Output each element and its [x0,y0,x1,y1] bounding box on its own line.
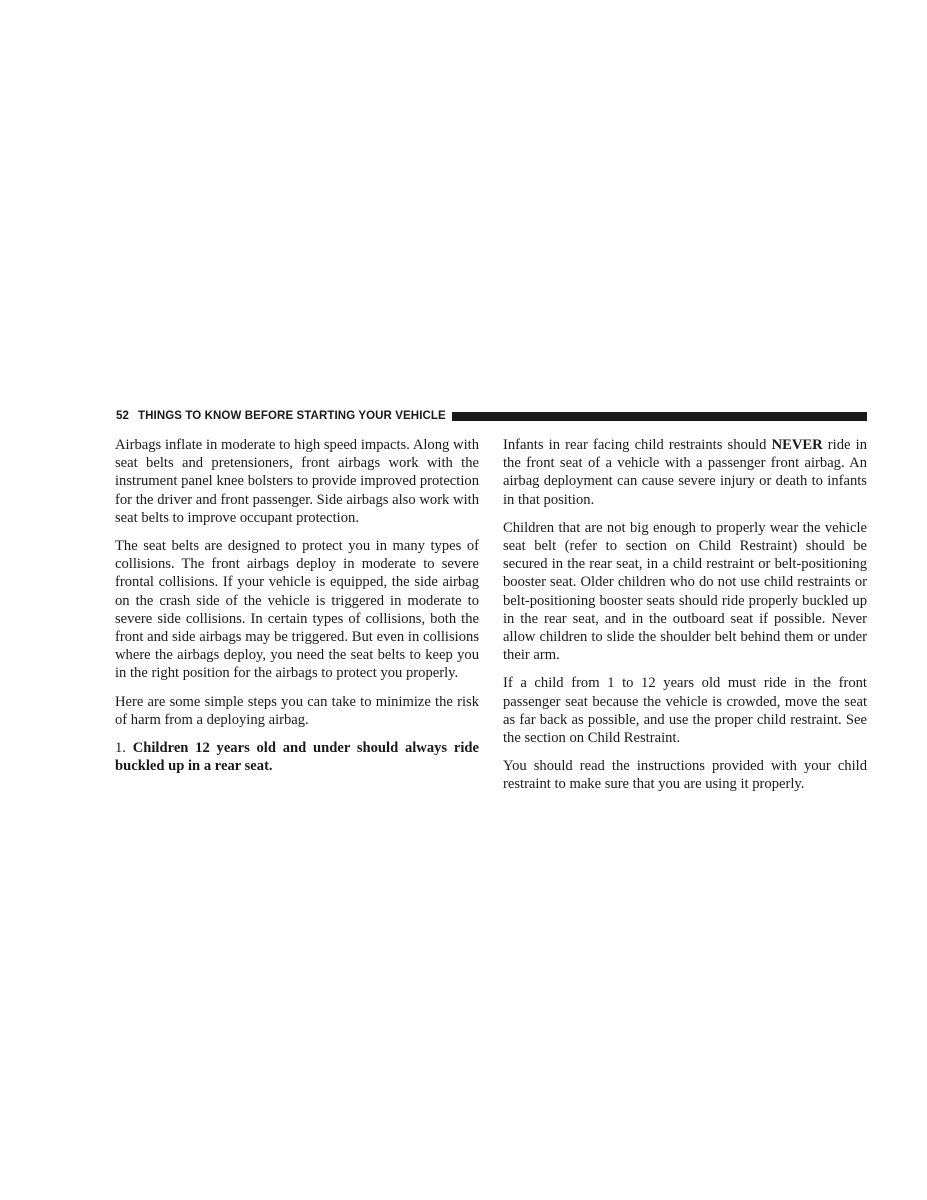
section-title: THINGS TO KNOW BEFORE STARTING YOUR VEHICLE [138,410,446,422]
paragraph-read-instructions: You should read the instructions provided with your child restraint to make sure that you are using it properly. [503,758,867,793]
infants-text-after: ride in the front seat of a vehicle with a passenger front airbag. An airbag deployment can cause severe injury or death to infants in that position. [503,437,867,508]
page-number: 52 [116,410,129,422]
list-item-1 [115,739,479,775]
paragraph-airbags-inflate: Airbags inflate in moderate to high speed impacts. Along with seat belts and pretensioners, front airbags work with the instrument panel knee bolsters to provide improved protection for the driver and front passenger. Side airbags also work with seat belts to improve occupant protection. [115,437,479,526]
infants-text-before: Infants in rear facing child restraints should [503,437,772,453]
left-column [115,436,479,785]
paragraph-simple-steps: Here are some simple steps you can take to minimize the risk of harm from a deploying airbag. [115,693,479,728]
never-emphasis: NEVER [771,437,823,453]
paragraph-child-front-seat: If a child from 1 to 12 years old must ride in the front passenger seat because the vehicle is crowded, move the seat as far back as possible, and use the proper child restraint. See the section on Child Restraint. [503,675,867,747]
page-header [116,408,867,424]
paragraph-seat-belts-designed: The seat belts are designed to protect you in many types of collisions. The front airbags deploy in moderate to severe frontal collisions. If your vehicle is equipped, the side airbag on the crash side of the vehicle is triggered in moderate to severe side collisions. In certain types of collisions, both the front and side airbags may be triggered. But even in collisions where the airbags deploy, you need the seat belts to keep you in the right position for the airbags to protect you properly. [115,538,479,682]
list-item-1-number: 1. [115,740,126,757]
header-rule [452,412,867,421]
paragraph-children-not-big-enough: Children that are not big enough to properly wear the vehicle seat belt (refer to section on Child Restraint) should be secured in the rear seat, in a child restraint or belt-positioning booster seat. Older children who do not use child restraints or belt-positioning booster seats should ride properly buckled up in the rear seat, and in the outboard seat if possible. Never allow children to slide the shoulder belt behind them or under their arm. [503,519,867,664]
paragraph-infants-rear-facing [503,436,867,509]
right-column [503,436,867,804]
list-item-1-text: Children 12 years old and under should always ride buckled up in a rear seat. [115,740,479,775]
